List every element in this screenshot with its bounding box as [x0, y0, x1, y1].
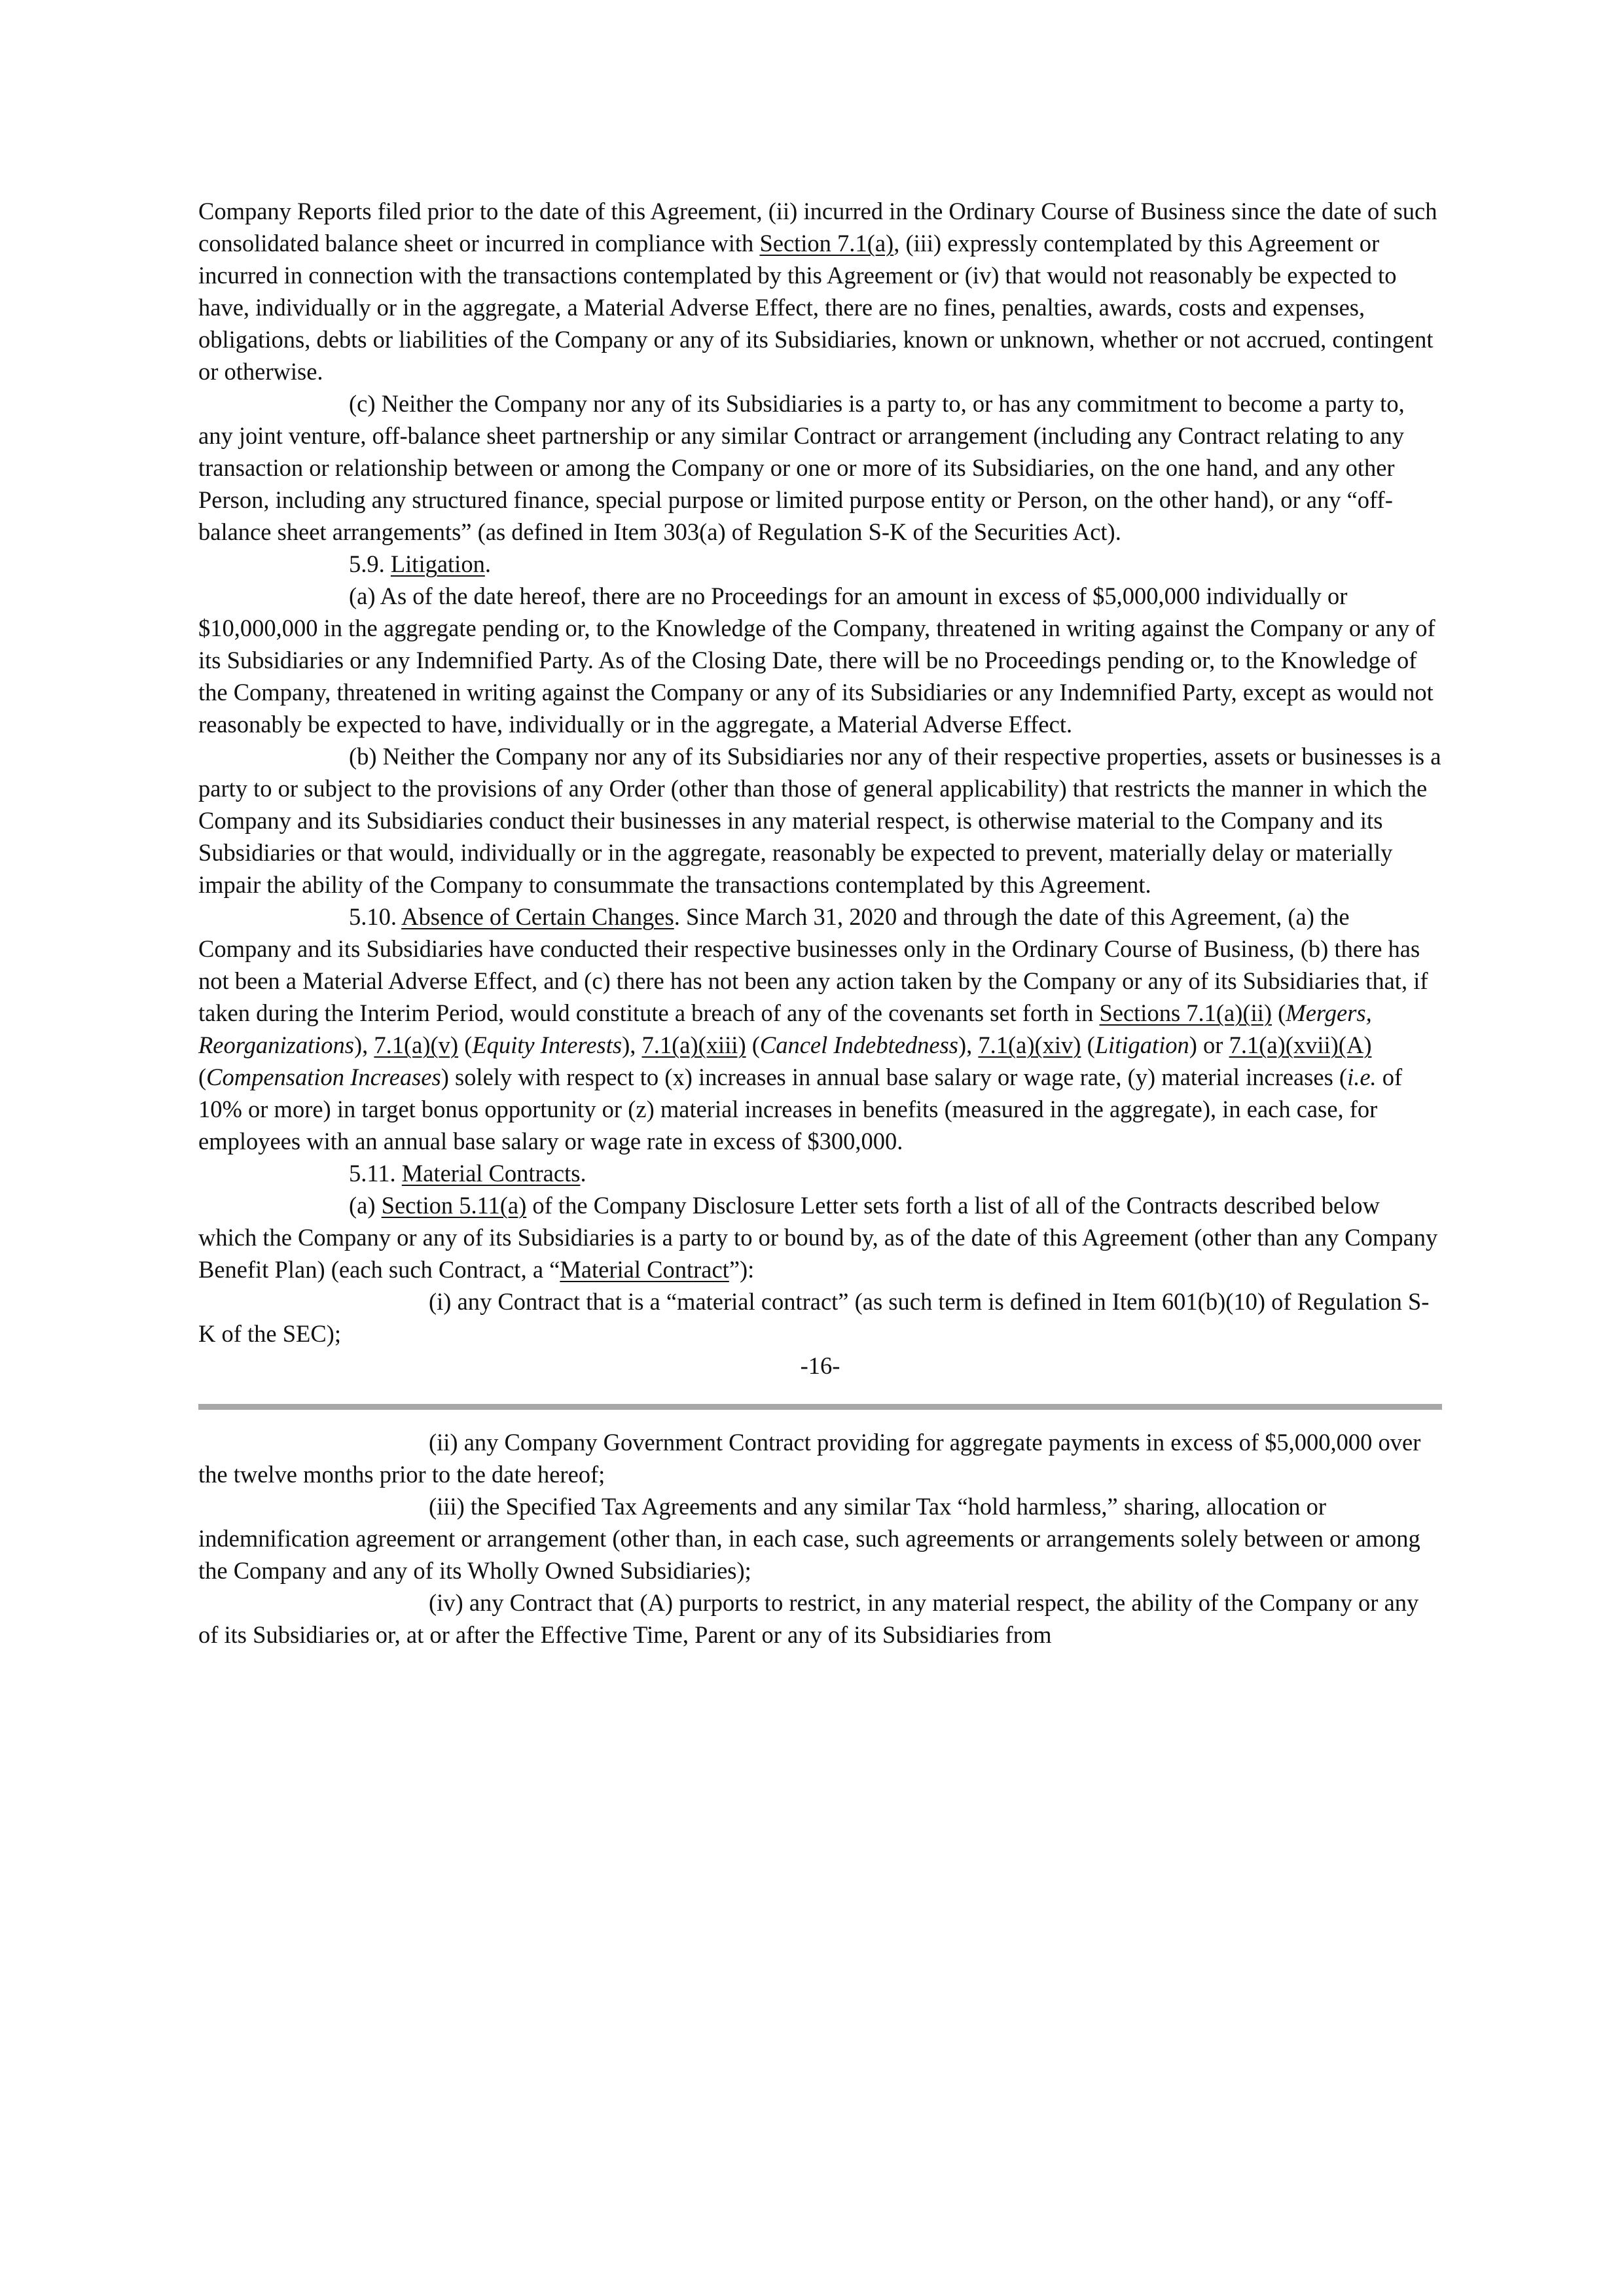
section-title-litigation: Litigation [390, 550, 485, 577]
section-reference-link: 7.1(a)(xiv) [978, 1031, 1081, 1058]
section-reference-link: 7.1(a)(xvii)(A) [1229, 1031, 1372, 1058]
section-title-absence-of-certain-changes: Absence of Certain Changes [401, 903, 674, 930]
section-heading-5-11: 5.11. Material Contracts. [349, 1160, 586, 1187]
section-heading-5-9: 5.9. Litigation. [349, 550, 491, 577]
defined-term-material-contract: Material Contract [560, 1256, 729, 1283]
paragraph-liabilities-continued: Company Reports filed prior to the date of this Agreement, (ii) incurred in the Ordinary Course of Business since the date of such consolidated balance sheet or incurred in compliance with Section 7.1(a), (iii) expressly contemplated by this Agreement or incurred in connection with the transactions contemplated by this Agreement or (iv) that would not reasonably be expected to have, individually or in the aggregate, a Material Adverse Effect, there are no fines, penalties, awards, costs and expenses, obligations, debts or liabilities of the Company or any of its Subsidiaries, known or unknown, whether or not accrued, contingent or otherwise. [198, 198, 1437, 385]
paragraph-5-11-a: (a) Section 5.11(a) of the Company Disclosure Letter sets forth a list of all of the Contracts described below which the Company or any of its Subsidiaries is a party to or bound by, as of the date of this Agreement (other than any Company Benefit Plan) (each such Contract, a “Material Contract”): [198, 1192, 1438, 1283]
list-item-iii: (iii) the Specified Tax Agreements and any similar Tax “hold harmless,” sharing, allocation or indemnification agreement or arrangement (other than, in each case, such agreements or arrangements solely between or among the Company and any of its Wholly Owned Subsidiaries); [198, 1493, 1420, 1584]
list-item-i: (i) any Contract that is a “material contract” (as such term is defined in Item 601(b)(10) of Regulation S-K of the SEC); [198, 1288, 1430, 1347]
page-number: -16- [800, 1352, 840, 1379]
paragraph-5-8-c: (c) Neither the Company nor any of its Subsidiaries is a party to, or has any commitment to become a party to, any joint venture, off-balance sheet partnership or any similar Contract or arrangement (including any Contract relating to any transaction or relationship between or among the Company or one or more of its Subsidiaries, on the one hand, and any other Person, including any structured finance, special purpose or limited purpose entity or Person, on the other hand), or any “off-balance sheet arrangements” (as defined in Item 303(a) of Regulation S-K of the Securities Act). [198, 390, 1405, 545]
section-reference-link: Sections 7.1(a)(ii) [1099, 999, 1272, 1026]
section-reference-link: Section 5.11(a) [381, 1192, 527, 1219]
section-reference-link: 7.1(a)(v) [374, 1031, 459, 1058]
page-separator [198, 1404, 1442, 1410]
section-5-10-absence-of-changes: 5.10. Absence of Certain Changes. Since March 31, 2020 and through the date of this Agreement, (a) the Company and its Subsidiaries have conducted their respective businesses only in the Ordinary Course of Business, (b) there has not been a Material Adverse Effect, and (c) there has not been any action taken by the Company or any of its Subsidiaries that, if taken during the Interim Period, would constitute a breach of any of the covenants set forth in Sections 7.1(a)(ii) (Mergers, Reorganizations), 7.1(a)(v) (Equity Interests), 7.1(a)(xiii) (Cancel Indebtedness), 7.1(a)(xiv) (Litigation) or 7.1(a)(xvii)(A) (Compensation Increases) solely with respect to (x) increases in annual base salary or wage rate, (y) material increases (i.e. of 10% or more) in target bonus opportunity or (z) material increases in benefits (measured in the aggregate), in each case, for employees with an annual base salary or wage rate in excess of $300,000. [198, 903, 1428, 1155]
list-item-iv: (iv) any Contract that (A) purports to restrict, in any material respect, the ability of the Company or any of its Subsidiaries or, at or after the Effective Time, Parent or any of its Subsidiaries from [198, 1589, 1419, 1648]
paragraph-5-9-a: (a) As of the date hereof, there are no Proceedings for an amount in excess of $5,000,000 individually or $10,000,000 in the aggregate pending or, to the Knowledge of the Company, threatened in writing against the Company or any of its Subsidiaries or any Indemnified Party. As of the Closing Date, there will be no Proceedings pending or, to the Knowledge of the Company, threatened in writing against the Company or any of its Subsidiaries or any Indemnified Party, except as would not reasonably be expected to have, individually or in the aggregate, a Material Adverse Effect. [198, 583, 1435, 738]
section-reference-link: Section 7.1(a) [759, 230, 894, 257]
section-title-material-contracts: Material Contracts [401, 1160, 581, 1187]
paragraph-5-9-b: (b) Neither the Company nor any of its Subsidiaries nor any of their respective properties, assets or businesses is a party to or subject to the provisions of any Order (other than those of general applicability) that restricts the manner in which the Company and its Subsidiaries conduct their businesses in any material respect, is otherwise material to the Company and its Subsidiaries or that would, individually or in the aggregate, reasonably be expected to prevent, materially delay or materially impair the ability of the Company to consummate the transactions contemplated by this Agreement. [198, 743, 1441, 898]
list-item-ii: (ii) any Company Government Contract providing for aggregate payments in excess of $5,000,000 over the twelve months prior to the date hereof; [198, 1429, 1421, 1488]
section-reference-link: 7.1(a)(xiii) [641, 1031, 746, 1058]
document-page [198, 195, 1442, 1651]
